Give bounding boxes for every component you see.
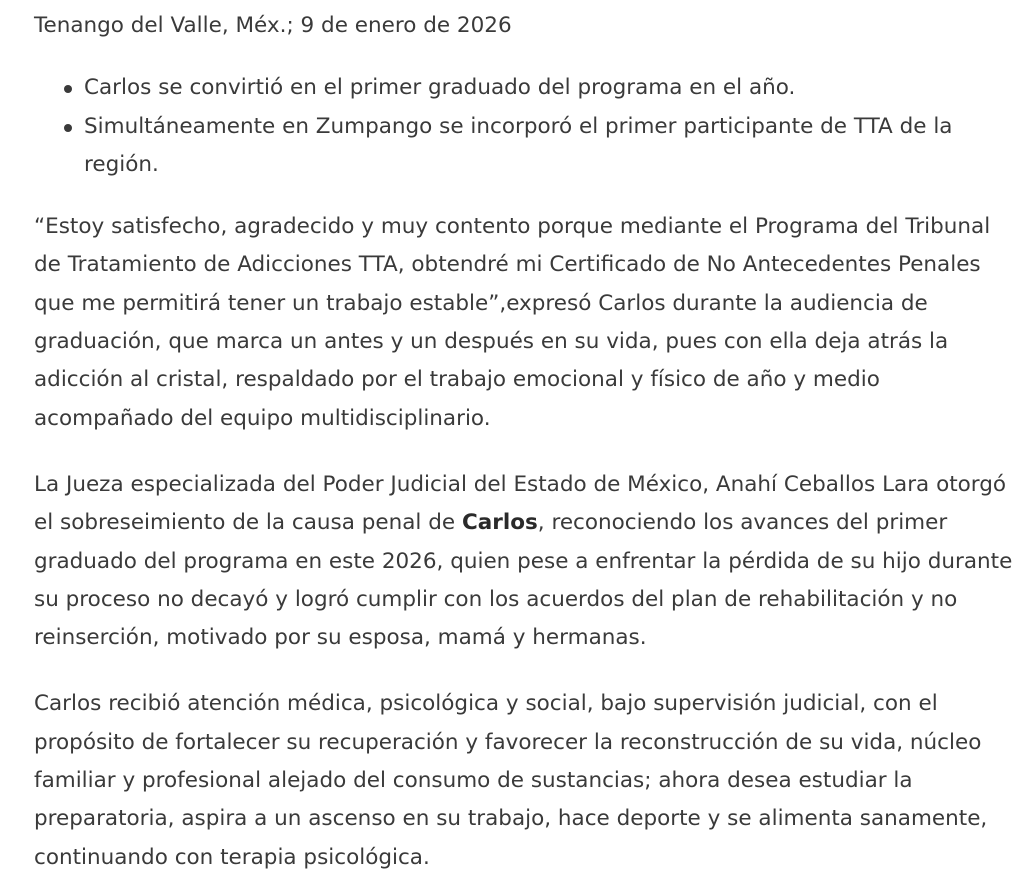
bold-name: Carlos [461,510,538,536]
article-paragraph-judge [34,466,1014,657]
paragraph-text: , reconociendo los avances del primer graduado del programa en este 2026, quien pese a enfrentar la pérdida de su hijo durante su proceso no decayó y logró cumplir con los acuerdos del plan de rehabilitación y no reinserción, motivado por su esposa, mamá y hermanas. [34,510,1013,651]
highlight-item: Simultáneamente en Zumpango se incorporó el primer participante de TTA de la región. [84,108,1014,185]
highlight-item: Carlos se convirtió en el primer graduado del programa en el año. [84,69,1014,107]
dateline: Tenango del Valle, Méx.; 9 de enero de 2026 [34,13,512,38]
paragraph-text: La Jueza especializada del Poder Judicial del Estado de México, Anahí Ceballos Lara otorgó el sobreseimiento de la causa penal de [34,471,1007,536]
article-paragraph-care: Carlos recibió atención médica, psicológica y social, bajo supervisión judicial, con el propósito de fortalecer su recuperación y favorecer la reconstrucción de su vida, núcleo familiar y profesional alejado del consumo de sustancias; ahora desea estudiar la preparatoria, aspira a un ascenso en su trabajo, hace deporte y se alimenta sanamente, continuando con terapia psicológica. [34,691,988,870]
article-paragraph-quote: “Estoy satisfecho, agradecido y muy contento porque mediante el Programa del Tribunal de Tratamiento de Adicciones TTA, obtendré mi Certificado de No Antecedentes Penales que me permitirá tener un trabajo estable”,expresó Carlos durante la audiencia de graduación, que marca un antes y un después en su vida, pues con ella deja atrás la adicción al cristal, respaldado por el trabajo emocional y físico de año y medio acompañado del equipo multidisciplinario. [34,214,991,431]
highlights-list [34,69,1014,184]
